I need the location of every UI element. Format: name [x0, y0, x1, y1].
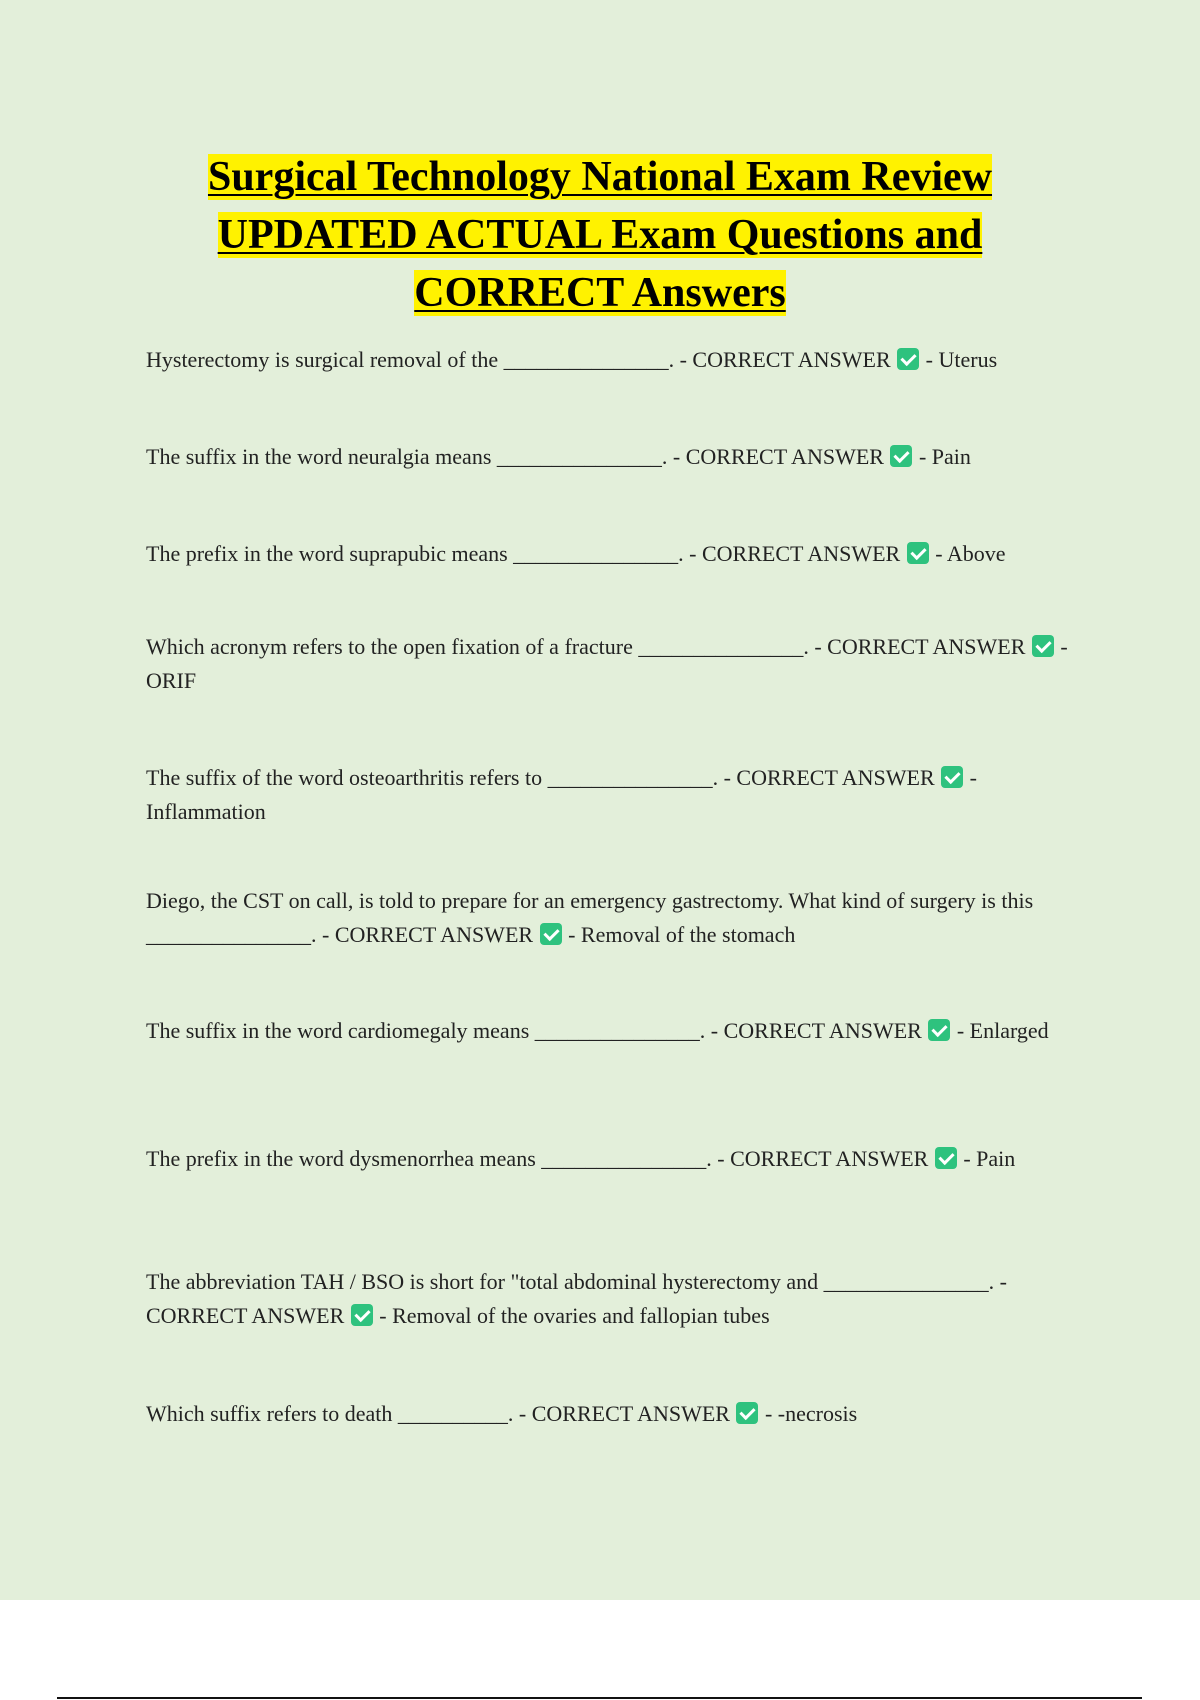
answer-text: - Inflammation	[146, 765, 977, 824]
qa-item-1	[146, 343, 1091, 377]
check-box-icon	[890, 445, 912, 467]
qa-item-7	[146, 1014, 1091, 1048]
qa-item-10	[146, 1397, 1091, 1431]
check-box-icon	[935, 1147, 957, 1169]
check-box-icon	[907, 542, 929, 564]
question-text: The prefix in the word suprapubic means _______________. - CORRECT ANSWER	[146, 541, 901, 566]
check-box-icon	[351, 1304, 373, 1326]
check-box-icon	[736, 1402, 758, 1424]
answer-text: - ORIF	[146, 634, 1068, 693]
qa-item-2	[146, 440, 1091, 474]
answer-text: - Pain	[963, 1146, 1016, 1171]
qa-item-6	[146, 884, 1091, 952]
qa-item-9	[146, 1265, 1091, 1333]
answer-text: - Uterus	[925, 347, 998, 372]
answer-text: - Removal of the stomach	[568, 922, 796, 947]
check-box-icon	[941, 766, 963, 788]
qa-item-4	[146, 630, 1091, 698]
page-title	[100, 148, 1100, 322]
question-text: Hysterectomy is surgical removal of the _______________. - CORRECT ANSWER	[146, 347, 891, 372]
title-line-3: CORRECT Answers	[414, 270, 786, 316]
question-text: Diego, the CST on call, is told to prepare for an emergency gastrectomy. What kind of surgery is this _______________. - CORRECT ANSWER	[146, 888, 1034, 947]
question-text: The prefix in the word dysmenorrhea means _______________. - CORRECT ANSWER	[146, 1146, 929, 1171]
answer-text: - -necrosis	[764, 1401, 858, 1426]
answer-text: - Enlarged	[956, 1018, 1049, 1043]
bottom-divider	[57, 1697, 1142, 1699]
question-text: The suffix in the word neuralgia means _______________. - CORRECT ANSWER	[146, 444, 884, 469]
qa-item-5	[146, 761, 1091, 829]
answer-text: - Removal of the ovaries and fallopian tubes	[379, 1303, 770, 1328]
question-text: The abbreviation TAH / BSO is short for "total abdominal hysterectomy and _______________. - CORRECT ANSWER	[146, 1269, 1008, 1328]
check-box-icon	[540, 923, 562, 945]
answer-text: - Above	[935, 541, 1006, 566]
answer-text: - Pain	[918, 444, 971, 469]
question-text: The suffix of the word osteoarthritis refers to _______________. - CORRECT ANSWER	[146, 765, 935, 790]
question-text: Which acronym refers to the open fixation of a fracture _______________. - CORRECT ANSWER	[146, 634, 1026, 659]
qa-item-3	[146, 537, 1091, 571]
question-text: The suffix in the word cardiomegaly means _______________. - CORRECT ANSWER	[146, 1018, 922, 1043]
check-box-icon	[928, 1019, 950, 1041]
qa-item-8	[146, 1142, 1091, 1176]
check-box-icon	[1032, 635, 1054, 657]
title-line-2: UPDATED ACTUAL Exam Questions and	[217, 212, 983, 258]
title-line-1: Surgical Technology National Exam Review	[207, 154, 993, 200]
check-box-icon	[897, 348, 919, 370]
question-text: Which suffix refers to death __________. - CORRECT ANSWER	[146, 1401, 730, 1426]
